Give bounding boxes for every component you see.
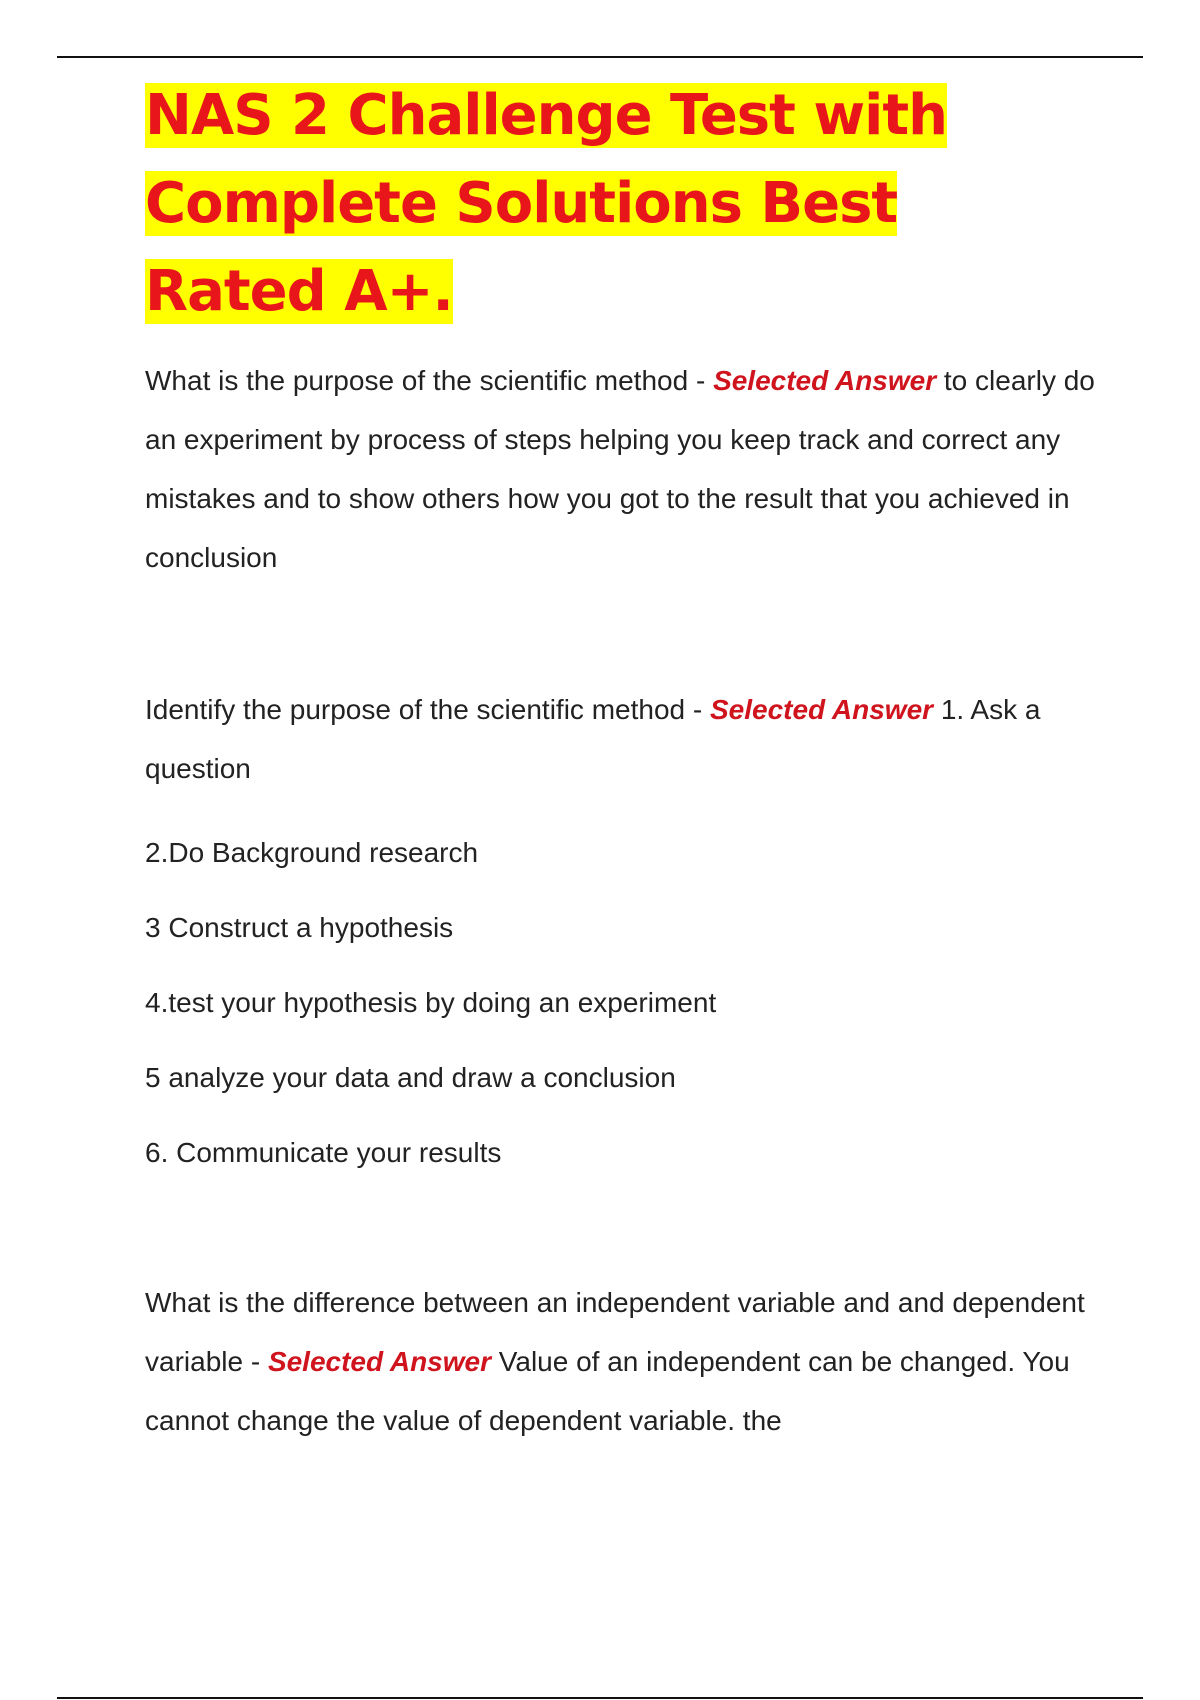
top-rule <box>57 56 1143 58</box>
answer-text: to clearly do an experiment by process of steps helping you keep track and correct any mistakes and to show others how you got to the result that you achieved in conclusion <box>145 365 1095 573</box>
answer-text: 1. Ask a question <box>145 694 1041 784</box>
selected-answer-label: Selected Answer <box>709 694 934 725</box>
bottom-rule <box>57 1697 1143 1699</box>
document-title <box>145 72 1095 336</box>
steps-list <box>145 833 1095 1173</box>
qa-item-2 <box>145 680 1095 798</box>
question-text: Identify the purpose of the scientific method - <box>145 694 710 725</box>
question-text: What is the purpose of the scientific method - <box>145 365 714 396</box>
title-highlight: NAS 2 Challenge Test with Complete Solutions Best Rated A+. <box>145 83 947 324</box>
selected-answer-label: Selected Answer <box>713 365 937 396</box>
list-item: 6. Communicate your results <box>145 1137 502 1168</box>
qa-item-1 <box>145 351 1095 587</box>
selected-answer-label: Selected Answer <box>267 1346 491 1377</box>
list-item: 5 analyze your data and draw a conclusion <box>145 1062 676 1093</box>
list-item: 4.test your hypothesis by doing an experiment <box>145 987 717 1018</box>
document-body <box>145 72 1095 1450</box>
list-item: 2.Do Background research <box>145 837 479 868</box>
qa-item-3 <box>145 1273 1095 1450</box>
question-text: What is the difference between an independent variable and and dependent variable - <box>145 1287 1085 1377</box>
list-item: 3 Construct a hypothesis <box>145 912 454 943</box>
answer-text: Value of an independent can be changed. You cannot change the value of dependent variable. the <box>145 1346 1070 1436</box>
